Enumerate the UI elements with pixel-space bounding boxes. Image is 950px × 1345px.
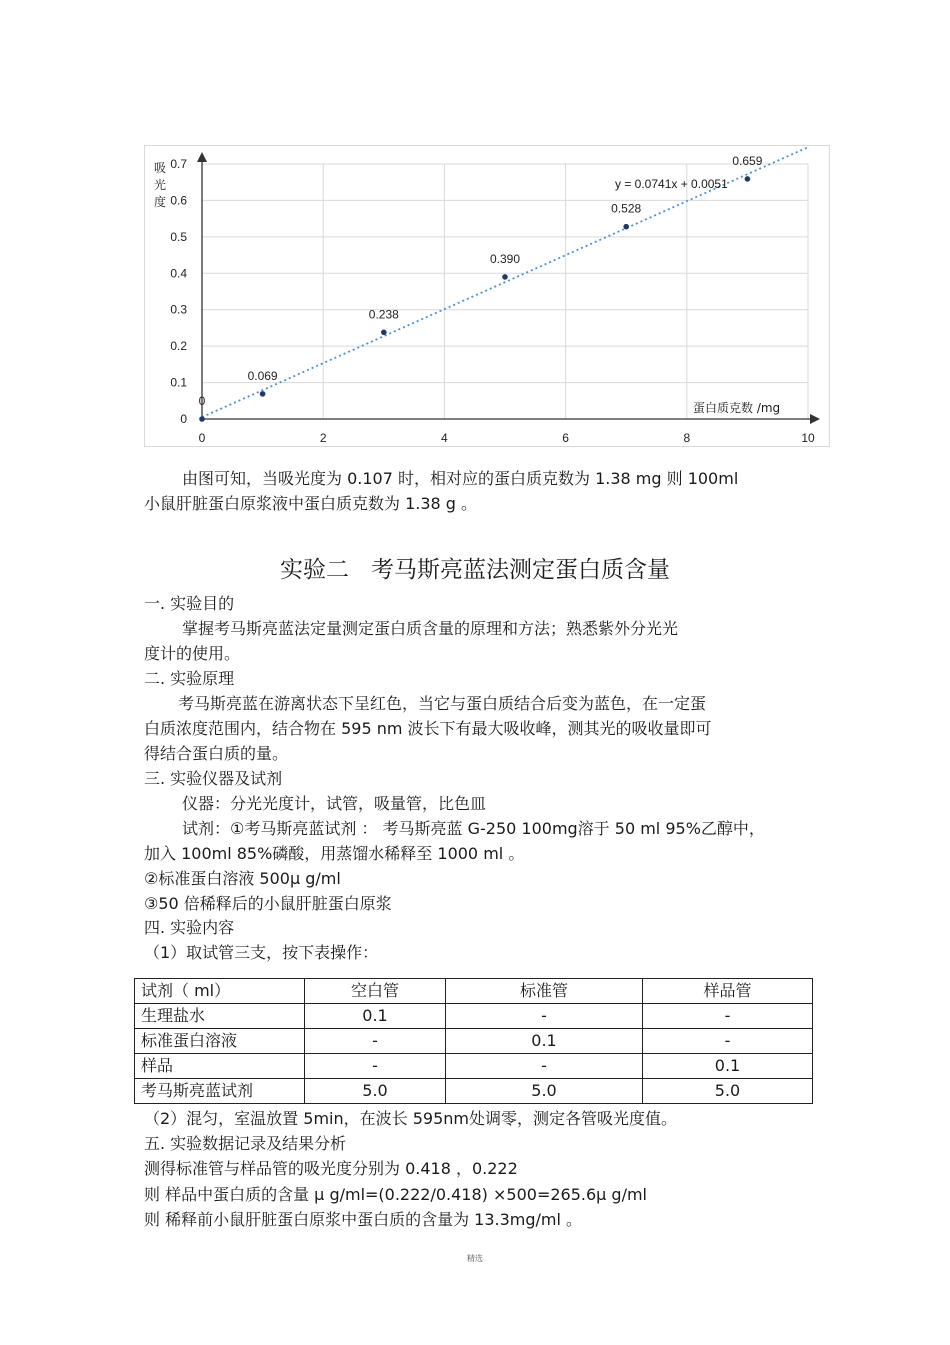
- y-tick-label: 0: [180, 412, 187, 426]
- step-1-line: （1）取试管三支，按下表操作：: [144, 943, 379, 962]
- table-cell: -: [305, 1054, 446, 1079]
- section-2-line-3: 得结合蛋白质的量。: [144, 744, 289, 763]
- section-1-line-1: 掌握考马斯亮蓝法定量测定蛋白质含量的原理和方法；熟悉紫外分光光: [182, 619, 679, 638]
- table-cell: -: [446, 1004, 643, 1029]
- table-row: [135, 1054, 813, 1079]
- data-label: 0: [198, 394, 206, 408]
- y-axis-arrow: [197, 152, 207, 162]
- table-header-cell: 试剂（ ml）: [135, 979, 305, 1004]
- y-tick-label: 0.4: [170, 266, 187, 281]
- y-tick-label: 0.5: [170, 229, 187, 244]
- x-tick-label: 0: [198, 431, 206, 445]
- reagent-3-line: ③50 倍稀释后的小鼠肝脏蛋白原浆: [144, 894, 392, 913]
- x-tick-label: 10: [801, 431, 815, 445]
- x-tick-label: 6: [562, 431, 569, 445]
- table-header-cell: 样品管: [643, 979, 813, 1004]
- x-tick-label: 2: [319, 431, 327, 445]
- y-tick-label: 0.7: [170, 157, 187, 171]
- section-1-heading: 一. 实验目的: [144, 594, 235, 613]
- table-cell: 5.0: [305, 1079, 446, 1104]
- x-axis-label: 蛋白质克数 /mg: [693, 401, 781, 415]
- data-label: 0.659: [732, 153, 763, 168]
- table-header-cell: 空白管: [305, 979, 446, 1004]
- table-cell: 0.1: [305, 1004, 446, 1029]
- conclusion-line-1: 由图可知，当吸光度为 0.107 时，相对应的蛋白质克数为 1.38 mg 则 100ml: [182, 469, 739, 488]
- table-cell: -: [305, 1029, 446, 1054]
- x-axis-arrow: [810, 414, 820, 424]
- table-cell: -: [446, 1054, 643, 1079]
- table-header-cell: 标准管: [446, 979, 643, 1004]
- table-cell: 考马斯亮蓝试剂: [135, 1079, 305, 1104]
- table-cell: 0.1: [446, 1029, 643, 1054]
- section-2-line-1: 考马斯亮蓝在游离状态下呈红色，当它与蛋白质结合后变为蓝色，在一定蛋: [178, 694, 707, 713]
- table-cell: 样品: [135, 1054, 305, 1079]
- trendline-equation: y = 0.0741x + 0.0051: [615, 177, 728, 191]
- section-5-heading: 五. 实验数据记录及结果分析: [144, 1134, 347, 1153]
- operations-table: [134, 978, 813, 1104]
- section-2-line-2: 白质浓度范围内，结合物在 595 nm 波长下有最大吸收峰，测其光的吸收量即可: [144, 719, 712, 738]
- x-tick-label: 4: [441, 431, 448, 445]
- reagent-1-line-b: 加入 100ml 85%磷酸，用蒸馏水稀释至 1000 ml 。: [144, 844, 525, 863]
- data-point: [260, 391, 266, 397]
- table-cell: 0.1: [643, 1054, 813, 1079]
- conclusion-line-2: 小鼠肝脏蛋白原浆液中蛋白质克数为 1.38 g 。: [144, 494, 478, 513]
- result-line-2: 则 样品中蛋白质的含量 μ g/ml=(0.222/0.418) ×500=265.6μ g/ml: [144, 1185, 647, 1204]
- table-cell: 标准蛋白溶液: [135, 1029, 305, 1054]
- table-cell: -: [643, 1004, 813, 1029]
- data-point: [381, 330, 387, 336]
- data-label: 0.528: [611, 201, 642, 216]
- table-header-row: [135, 979, 813, 1004]
- table-row: [135, 1029, 813, 1054]
- instruments-line: 仪器：分光光度计，试管，吸量管，比色皿: [182, 794, 487, 813]
- data-point: [745, 176, 751, 182]
- y-tick-label: 0.1: [170, 375, 187, 390]
- reagent-1-line-a: 试剂：①考马斯亮蓝试剂 ： 考马斯亮蓝 G-250 100mg溶于 50 ml 95%乙醇中，: [182, 819, 765, 838]
- table-cell: -: [643, 1029, 813, 1054]
- y-tick-label: 0.2: [170, 339, 187, 354]
- result-line-3: 则 稀释前小鼠肝脏蛋白原浆中蛋白质的含量为 13.3mg/ml 。: [144, 1210, 583, 1229]
- section-3-heading: 三. 实验仪器及试剂: [144, 769, 283, 788]
- table-cell: 5.0: [643, 1079, 813, 1104]
- page-title: 实验二 考马斯亮蓝法测定蛋白质含量: [280, 557, 670, 583]
- y-tick-label: 0.6: [170, 193, 187, 208]
- data-point: [502, 274, 508, 280]
- data-label: 0.238: [368, 307, 399, 322]
- data-label: 0.390: [489, 251, 521, 266]
- table-cell: 5.0: [446, 1079, 643, 1104]
- reagent-2-line: ②标准蛋白溶液 500μ g/ml: [144, 869, 341, 888]
- x-tick-label: 8: [683, 431, 691, 445]
- table-row: [135, 1004, 813, 1029]
- data-point: [199, 416, 205, 422]
- y-tick-label: 0.3: [170, 302, 187, 317]
- table-row: [135, 1079, 813, 1104]
- step-2-line: （2）混匀，室温放置 5min，在波长 595nm处调零，测定各管吸光度值。: [144, 1109, 677, 1128]
- table-cell: 生理盐水: [135, 1004, 305, 1029]
- section-4-heading: 四. 实验内容: [144, 918, 235, 937]
- data-point: [623, 224, 629, 230]
- standard-curve-chart: [144, 145, 830, 447]
- page-footer: 精选: [467, 1254, 483, 1263]
- data-label: 0.069: [247, 368, 278, 383]
- result-line-1: 测得标准管与样品管的吸光度分别为 0.418 ，0.222: [144, 1159, 518, 1178]
- section-1-line-2: 度计的使用。: [144, 644, 241, 663]
- section-2-heading: 二. 实验原理: [144, 669, 235, 688]
- y-axis-label: 吸光度: [153, 161, 166, 209]
